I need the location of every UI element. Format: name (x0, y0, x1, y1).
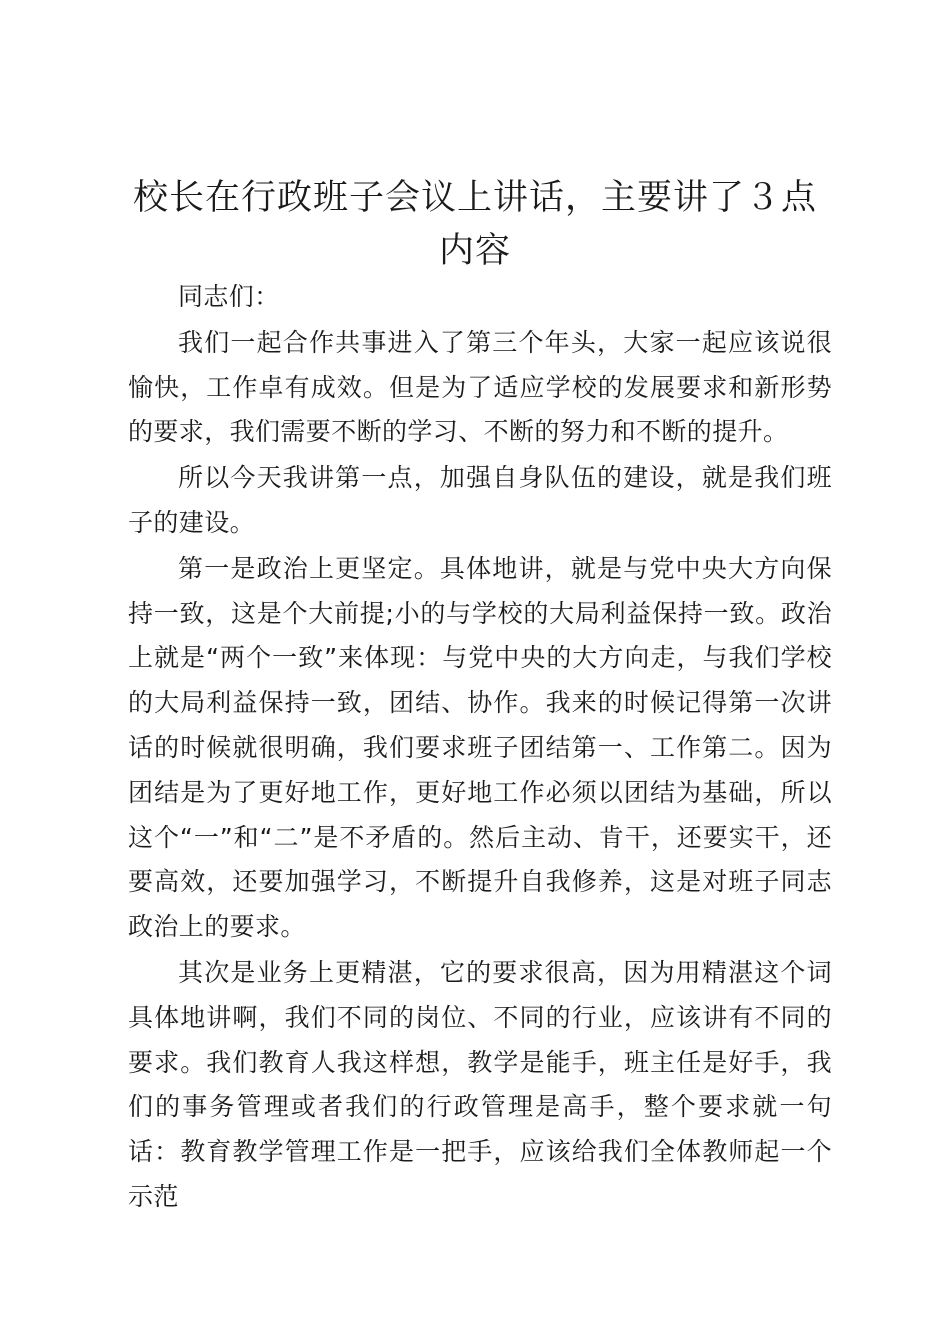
paragraph-professional: 其次是业务上更精湛，它的要求很高，因为用精湛这个词具体地讲啊，我们不同的岗位、不同的行业，应该讲有不同的要求。我们教育人我这样想，教学是能手，班主任是好手，我们的事务管理或者我们的行政管理是高手，整个要求就一句话：教育教学管理工作是一把手，应该给我们全体教师起一个示范 (128, 957, 832, 1211)
paragraph-intro: 我们一起合作共事进入了第三个年头，大家一起应该说很愉快，工作卓有成效。但是为了适应学校的发展要求和新形势的要求，我们需要不断的学习、不断的努力和不断的提升。 (128, 327, 832, 447)
paragraph-first-point: 所以今天我讲第一点，加强自身队伍的建设，就是我们班子的建设。 (128, 463, 832, 537)
paragraph-political: 第一是政治上更坚定。具体地讲，就是与党中央大方向保持一致，这是个大前提;小的与学校的大局利益保持一致。政治上就是“两个一致”来体现：与党中央的大方向走，与我们学校的大局利益保持一致，团结、协作。我来的时候记得第一次讲话的时候就很明确，我们要求班子团结第一、工作第二。因为团结是为了更好地工作，更好地工作必须以团结为基础，所以这个“一”和“二”是不矛盾的。然后主动、肯干，还要实干，还要高效，还要加强学习，不断提升自我修养，这是对班子同志政治上的要求。 (128, 553, 832, 942)
document-body (128, 275, 832, 1221)
paragraph-salutation: 同志们： (178, 282, 280, 311)
document-title: 校长在行政班子会议上讲话，主要讲了３点内容 (132, 178, 817, 271)
